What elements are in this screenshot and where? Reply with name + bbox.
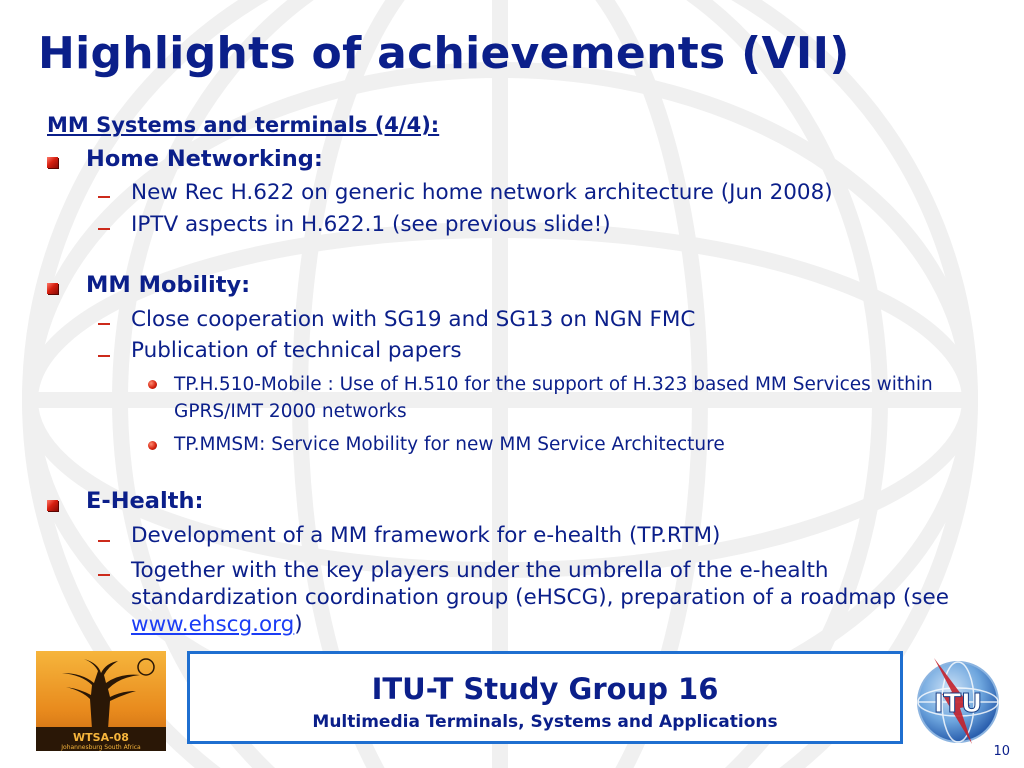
study-group-banner bbox=[187, 651, 903, 744]
johannesburg-text: Johannesburg South Africa bbox=[61, 744, 141, 751]
list-item: Publication of technical papers bbox=[131, 338, 462, 363]
round-bullet-icon bbox=[148, 441, 157, 450]
dash-bullet-icon bbox=[98, 228, 110, 230]
sub-list-item: TP.MMSM: Service Mobility for new MM Service Architecture bbox=[174, 434, 725, 455]
baobab-tree-icon bbox=[36, 651, 166, 751]
itu-logo-icon bbox=[912, 652, 1002, 748]
dash-bullet-icon bbox=[98, 540, 110, 542]
bullet-icon bbox=[47, 500, 58, 511]
list-item: Close cooperation with SG19 and SG13 on NGN FMC bbox=[131, 307, 696, 332]
dash-bullet-icon bbox=[98, 196, 110, 198]
round-bullet-icon bbox=[148, 380, 157, 389]
heading-e-health: E-Health: bbox=[86, 488, 204, 514]
wtsa-08-logo bbox=[36, 651, 166, 751]
list-item bbox=[131, 557, 991, 638]
section-subtitle: MM Systems and terminals (4/4): bbox=[47, 113, 440, 137]
dash-bullet-icon bbox=[98, 574, 110, 576]
heading-home-networking: Home Networking: bbox=[86, 146, 323, 172]
dash-bullet-icon bbox=[98, 323, 110, 325]
slide-title: Highlights of achievements (VII) bbox=[38, 28, 850, 79]
study-group-title: ITU-T Study Group 16 bbox=[371, 672, 719, 706]
itu-text: ITU bbox=[933, 689, 983, 719]
page-number: 10 bbox=[993, 744, 1010, 759]
wtsa-08-text: WTSA-08 bbox=[73, 731, 129, 744]
heading-mm-mobility: MM Mobility: bbox=[86, 272, 251, 298]
sub-list-item: TP.H.510-Mobile : Use of H.510 for the support of H.323 based MM Services within GPRS/IMT 2000 networks bbox=[174, 374, 933, 422]
bullet-icon bbox=[47, 157, 58, 168]
list-item: IPTV aspects in H.622.1 (see previous slide!) bbox=[131, 212, 611, 237]
list-item-text-end: ) bbox=[294, 612, 303, 637]
bullet-icon bbox=[47, 283, 58, 294]
ehscg-link[interactable]: www.ehscg.org bbox=[131, 612, 295, 637]
study-group-subtitle: Multimedia Terminals, Systems and Applications bbox=[312, 712, 778, 732]
dash-bullet-icon bbox=[98, 355, 110, 357]
list-item-text: Together with the key players under the umbrella of the e-health standardization coordination group (eHSCG), preparation of a roadmap (see bbox=[131, 558, 949, 610]
list-item: Development of a MM framework for e-health (TP.RTM) bbox=[131, 523, 721, 548]
list-item: New Rec H.622 on generic home network architecture (Jun 2008) bbox=[131, 180, 833, 205]
